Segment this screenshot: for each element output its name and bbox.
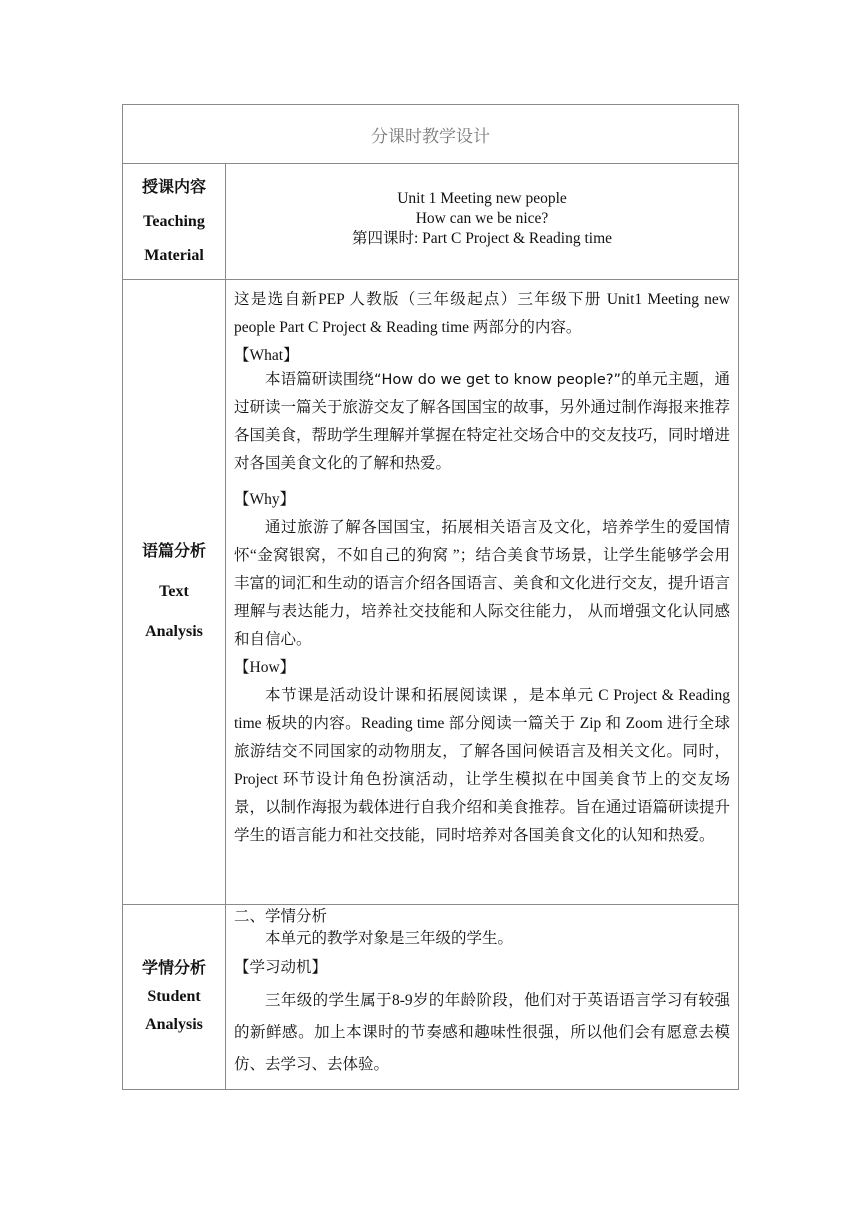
- what-paragraph: [234, 366, 730, 478]
- label-en: Text: [159, 583, 189, 600]
- what-quote: “How do we get to know people?”: [373, 372, 622, 388]
- lesson-part: 第四课时: Part C Project & Reading time: [351, 229, 613, 247]
- label-en: Analysis: [145, 1016, 203, 1033]
- student-analysis-label: [123, 905, 226, 1090]
- label-cn: 语篇分析: [141, 543, 206, 560]
- motivation-header: 【学习动机】: [234, 959, 328, 976]
- text-analysis-label: [123, 280, 226, 905]
- label-en: Material: [144, 246, 204, 264]
- student-intro: 本单元的教学对象是三年级的学生。: [265, 930, 514, 947]
- why-header: 【Why】: [234, 491, 296, 508]
- text-analysis-content: [226, 280, 739, 905]
- student-analysis-row: [123, 905, 739, 1090]
- how-header: 【How】: [234, 659, 296, 676]
- teaching-material-content: [226, 164, 739, 280]
- label-cn: 授课内容: [141, 178, 206, 196]
- what-header: 【What】: [234, 347, 299, 364]
- how-paragraph: 本节课是活动设计课和拓展阅读课 ，是本单元 C Project & Reading time 板块的内容。Reading time 部分阅读一篇关于 Zip 和 Zoom 进行全球旅游结交不同国家的动物朋友，了解各国问候语言及相关文化。同时，Project 环节设计角色扮演活动，让学生模拟在中国美食节上的交友场景，以制作海报为载体进行自我介绍和美食推荐。旨在通过语篇研读提升学生的语言能力和社交技能，同时培养对各国美食文化的认知和热爱。: [234, 687, 731, 844]
- intro-paragraph: 这是选自新PEP 人教版（三年级起点）三年级下册 Unit1 Meeting new people Part C Project & Reading time 两部分的内容。: [234, 291, 730, 336]
- student-analysis-content: [226, 905, 739, 1090]
- why-paragraph: 通过旅游了解各国国宝，拓展相关语言及文化，培养学生的爱国情怀“金窝银窝，不如自己的狗窝 ”；结合美食节场景，让学生能够学会用丰富的词汇和生动的语言介绍各国语言、美食和文化进行交友，提升语言理解与表达能力，培养社交技能和人际交往能力， 从而增强文化认同感和自信心。: [234, 519, 731, 648]
- what-text-pre: 本语篇研读围绕: [265, 371, 374, 388]
- what-text-post: 的单元主题，通过研读一篇关于旅游交友了解各国国宝的故事，另外通过制作海报来推荐各国美食，帮助学生理解并掌握在特定社交场合中的交友技巧，同时增进对各国美食文化的了解和热爱。: [234, 371, 731, 472]
- lesson-design-table: [122, 104, 739, 1090]
- motivation-paragraph: 三年级的学生属于8-9岁的年龄阶段，他们对于英语语言学习有较强的新鲜感。加上本课时的节奏感和趣味性很强，所以他们会有愿意去模仿、去学习、去体验。: [234, 992, 730, 1073]
- label-cn: 学情分析: [141, 960, 206, 977]
- text-analysis-row: [123, 280, 739, 905]
- page-title: 分课时教学设计: [123, 105, 739, 164]
- teaching-material-row: [123, 164, 739, 280]
- teaching-material-label: [123, 164, 226, 280]
- unit-question: How can we be nice?: [415, 209, 549, 227]
- unit-title: Unit 1 Meeting new people: [397, 189, 567, 207]
- section-title: 二、学情分析: [234, 908, 328, 925]
- label-en: Teaching: [143, 212, 205, 230]
- label-en: Analysis: [145, 623, 203, 640]
- label-en: Student: [147, 988, 201, 1005]
